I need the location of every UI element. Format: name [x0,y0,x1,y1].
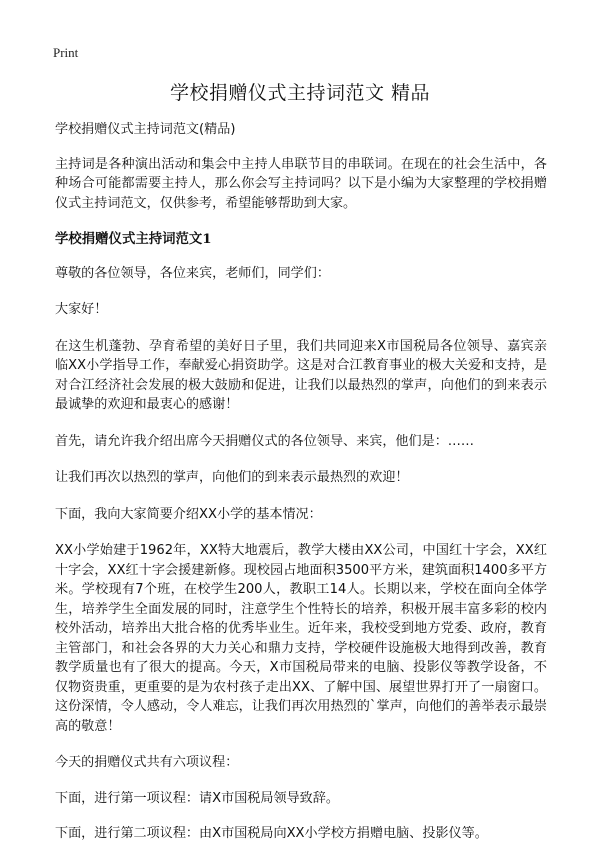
paragraph-school-description: XX小学始建于1962年，XX特大地震后，教学大楼由XX公司，中国红十字会，XX红十字会，XX红十字会援建新修。现校园占地面积3500平方米，建筑面积1400多平方米。学校现有7个班，在校学生200人，教职工14人。长期以来，学校在面向全体学生，培养学生全面发展的同时，注意学生个性特长的培养，积极开展丰富多彩的校内校外活动，培养出大批合格的优秀毕业生。近年来，我校受到地方党委、政府，教育主管部门，和社会各界的大力关心和鼎力支持，学校硬件设施极大地得到改善，教育教学质量也有了很大的提高。今天，X市国税局带来的电脑、投影仪等教学设备，不仅物资贵重，更重要的是为农村孩子走出XX、了解中国、展望世界打开了一扇窗口。这份深情，令人感动，令人难忘，让我们再次用热烈的`掌声，向他们的善举表示最崇高的敬意！ [55,543,547,734]
document-body [55,120,547,860]
paragraph-agenda-item-2: 下面，进行第二项议程：由X市国税局向XX小学校方捐赠电脑、投影仪等。 [55,826,488,841]
paragraph-agenda-count: 今天的捐赠仪式共有六项议程： [55,755,239,770]
paragraph-welcome: 在这生机蓬勃、孕育希望的美好日子里，我们共同迎来X市国税局各位领导、嘉宾亲临XX小学指导工作，奉献爱心捐资助学。这是对合江教育事业的极大关爱和支持，是对合江经济社会发展的极大鼓励和促进，让我们以最热烈的掌声，向他们的到来表示最诚挚的欢迎和最衷心的感谢！ [55,338,547,412]
paragraph-salutation: 尊敬的各位领导，各位来宾，老师们，同学们： [55,265,330,281]
paragraph-agenda-item-1: 下面，进行第一项议程：请X市国税局领导致辞。 [55,790,339,806]
paragraph-school-intro-lead: 下面，我向大家简要介绍XX小学的基本情况： [55,506,322,522]
paragraph-applause: 让我们再次以热烈的掌声，向他们的到来表示最热烈的欢迎！ [55,470,409,485]
section-heading: 学校捐赠仪式主持词范文1 [55,231,212,247]
document-subtitle: 学校捐赠仪式主持词范文(精品) [55,122,236,137]
intro-paragraph: 主持词是各种演出活动和集会中主持人串联节目的串联词。在现在的社会生活中，各种场合可能都需要主持人，那么你会写主持词吗？以下是小编为大家整理的学校捐赠仪式主持词范文，仅供参考，希望能够帮助到大家。 [55,156,547,211]
paragraph-greeting: 大家好！ [55,302,108,317]
document-title: 学校捐赠仪式主持词范文 精品 [169,82,431,104]
paragraph-introduce-guests: 首先，请允许我介绍出席今天捐赠仪式的各位领导、来宾，他们是：…… [55,433,474,449]
print-label: Print [53,45,79,60]
